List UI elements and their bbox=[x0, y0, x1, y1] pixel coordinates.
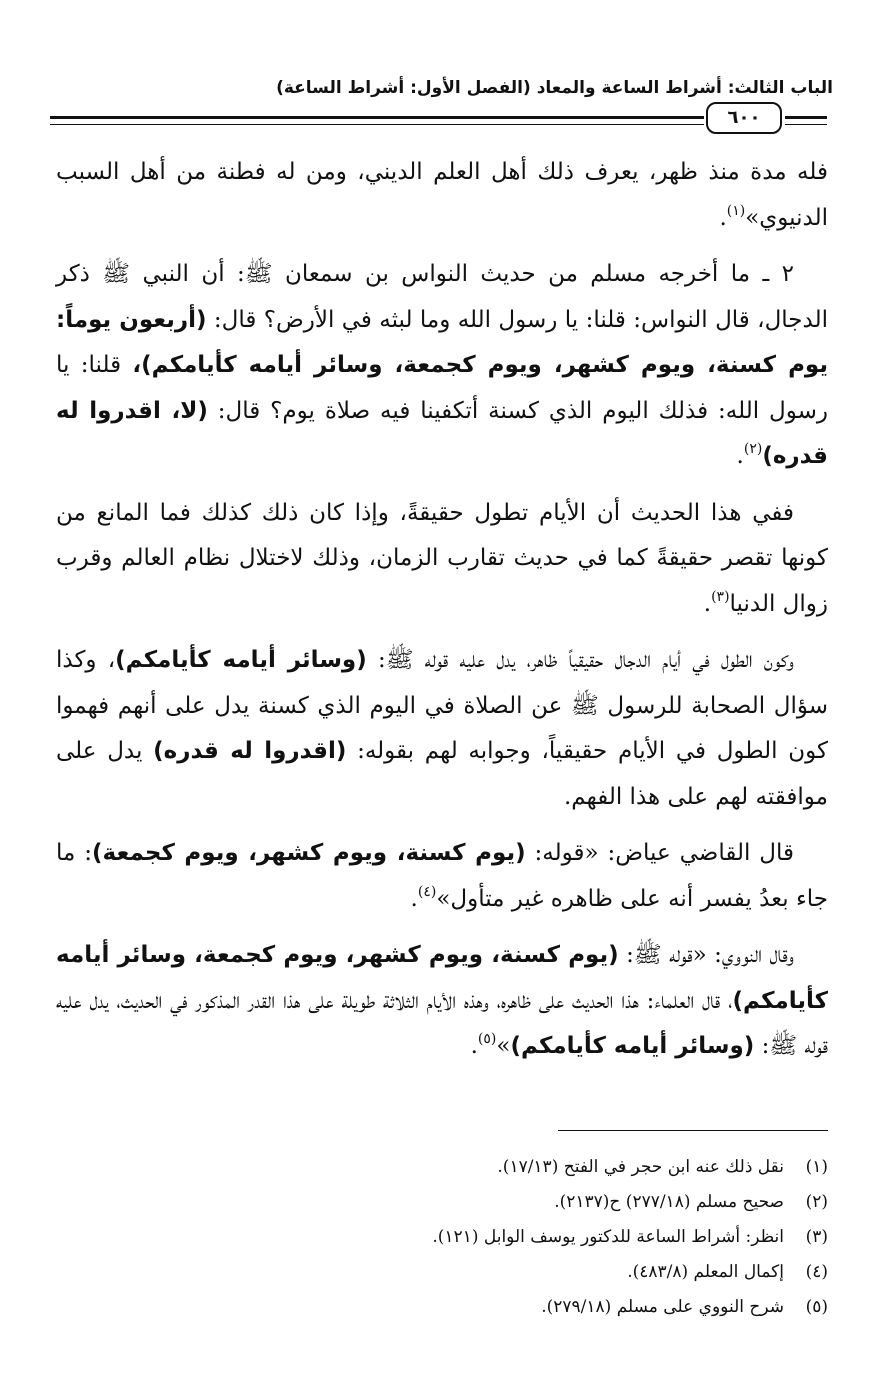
footnote-number: (٢) bbox=[805, 1192, 828, 1212]
paragraph-1: فله مدة منذ ظهر، يعرف ذلك أهل العلم الديني، ومن له فطنة من أهل السبب الدنيوي»$^{(١)}$. bbox=[56, 159, 828, 231]
footnote-item bbox=[68, 1290, 828, 1325]
footnote-ref-3[interactable]: (٣) bbox=[711, 588, 730, 605]
page-number-badge: ٦٠٠ bbox=[706, 102, 782, 134]
hadith-quote: (وسائر أيامه كأيامكم) bbox=[115, 647, 367, 673]
footnote-item bbox=[68, 1150, 828, 1185]
paragraph-4: وكون الطول في أيام الدجال حقيقياً ظاهر، يدل عليه قوله ﷺ: (وسائر أيامه كأيامكم)، وكذا سؤال الصحابة للرسول ﷺ عن الصلاة في اليوم الذي كسنة يدل على أنهم فهموا كون الطول في الأيام حقيقياً، وجوابه لهم بقوله: (اقدروا له قدره) يدل على موافقته لهم على هذا الفهم. bbox=[56, 647, 828, 810]
paragraph-6: وقال النووي: «قوله ﷺ: (يوم كسنة، ويوم كشهر، ويوم كجمعة، وسائر أيامه كأيامكم)، قال العلماء: هذا الحديث على ظاهره، وهذه الأيام الثلاثة طويلة على هذا القدر المذكور في الحديث، يدل عليه قوله ﷺ: (وسائر أيامه كأيامكم)»$^{(٥)}$. bbox=[56, 942, 828, 1059]
footnote-number: (٣) bbox=[805, 1227, 828, 1247]
footnote-ref-4[interactable]: (٤) bbox=[417, 883, 437, 900]
hadith-quote: (يوم كسنة، ويوم كشهر، ويوم كجمعة، وسائر أيامه كأيامكم) bbox=[56, 942, 828, 1014]
footnotes-list bbox=[68, 1150, 828, 1325]
paragraph-2: ٢ ـ ما أخرجه مسلم من حديث النواس بن سمعان ﷺ: أن النبي ﷺ ذكر الدجال، قال النواس: قلنا: يا رسول الله وما لبثه في الأرض؟ قال: (أربعون يوماً: يوم كسنة، ويوم كشهر، ويوم كجمعة، وسائر أيامه كأيامكم)، قلنا: يا رسول الله: فذلك اليوم الذي كسنة أتكفينا فيه صلاة يوم؟ قال: (لا، اقدروا له قدره)$^{(٢)}$. bbox=[56, 261, 828, 469]
footnote-text: شرح النووي على مسلم (٢٧٩/١٨). bbox=[541, 1297, 784, 1317]
footnote-number: (٥) bbox=[805, 1297, 828, 1317]
footnote-separator bbox=[558, 1130, 828, 1131]
paragraph-3: ففي هذا الحديث أن الأيام تطول حقيقةً، وإذا كان ذلك كذلك فما المانع من كونها تقصر حقيقةً كما في حديث تقارب الزمان، وذلك لاختلال نظام العالم وقرب زوال الدنيا$^{(٣)}$. bbox=[56, 499, 828, 617]
footnote-item bbox=[68, 1220, 828, 1255]
paragraph-5: قال القاضي عياض: «قوله: (يوم كسنة، ويوم كشهر، ويوم كجمعة): ما جاء بعدُ يفسر أنه على ظاهره غير متأول»$^{(٤)}$. bbox=[56, 840, 828, 912]
main-text bbox=[56, 150, 828, 1081]
hadith-quote: (لا، اقدروا له قدره) bbox=[56, 397, 828, 469]
footnote-text: صحيح مسلم (٢٧٧/١٨) ح(٢١٣٧). bbox=[554, 1192, 784, 1212]
footnote-ref-5[interactable]: (٥) bbox=[477, 1031, 497, 1047]
footnote-item bbox=[68, 1185, 828, 1220]
footnote-number: (٤) bbox=[805, 1262, 828, 1282]
footnote-text: انظر: أشراط الساعة للدكتور يوسف الوابل (١٢١). bbox=[432, 1227, 784, 1247]
footnote-item bbox=[68, 1255, 828, 1290]
running-header-title: الباب الثالث: أشراط الساعة والمعاد (الفصل الأول: أشراط الساعة) bbox=[276, 78, 833, 98]
hadith-quote: (يوم كسنة، ويوم كشهر، ويوم كجمعة) bbox=[92, 840, 526, 866]
footnote-ref-1[interactable]: (١) bbox=[726, 202, 746, 219]
hadith-quote: (اقدروا له قدره) bbox=[153, 738, 347, 764]
footnote-number: (١) bbox=[805, 1157, 828, 1177]
footnote-ref-2[interactable]: (٢) bbox=[743, 441, 763, 457]
hadith-quote: (أربعون يوماً: يوم كسنة، ويوم كشهر، ويوم كجمعة، وسائر أيامه كأيامكم)، bbox=[56, 306, 828, 378]
footnote-text: نقل ذلك عنه ابن حجر في الفتح (١٧/١٣). bbox=[497, 1157, 784, 1177]
footnote-text: إكمال المعلم (٤٨٣/٨). bbox=[627, 1262, 784, 1282]
header-double-rule bbox=[50, 116, 704, 125]
hadith-quote: (وسائر أيامه كأيامكم) bbox=[510, 1033, 755, 1059]
header-double-rule-end bbox=[785, 116, 827, 125]
